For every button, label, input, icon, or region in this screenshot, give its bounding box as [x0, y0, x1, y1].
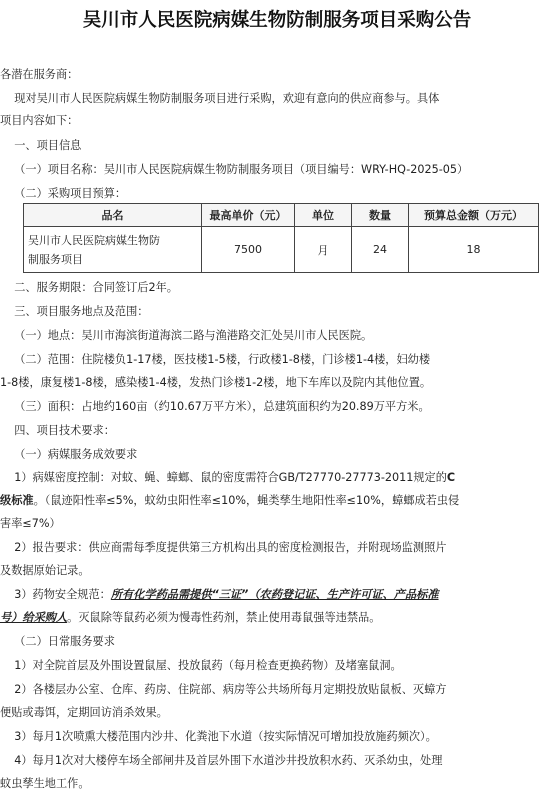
- daily-item-1: 1）对全院首层及外围设置鼠屋、投放鼠药（每月检查更换药物）及堵塞鼠洞。: [0, 659, 402, 672]
- cell-product-line-1: 吴川市人民医院病媒生物防: [28, 233, 160, 247]
- subsection-daily: （二）日常服务要求: [0, 635, 115, 648]
- location-line: （一）地点：吴川市海滨街道海滨二路与渔港路交汇处吴川市人民医院。: [0, 329, 373, 342]
- cell-product-line-2: 制服务项目: [28, 252, 83, 266]
- daily-item-2-line-1: 2）各楼层办公室、仓库、药房、住院部、病房等公共场所每月定期投放贴鼠板、灭蟑方: [0, 683, 447, 696]
- service-period: 二、服务期限：合同签订后2年。: [0, 281, 178, 294]
- section-heading-4: 四、项目技术要求：: [0, 424, 115, 437]
- req1-line-2: [0, 494, 554, 508]
- req3-label: 3）药物安全规范：: [0, 588, 111, 601]
- project-name-line: （一）项目名称：吴川市人民医院病媒生物防制服务项目（项目编号：WRY-HQ-2025-05）: [0, 163, 469, 176]
- cell-price: 7500: [202, 227, 295, 273]
- daily-item-4-line-1: 4）每月1次对大楼停车场全部闸井及首层外围下水道沙井投放积水药、灭杀幼虫，处理: [0, 754, 443, 767]
- cell-product: [24, 227, 202, 273]
- req3-certificates-tail: 号）给采购人: [0, 611, 68, 624]
- req2-line-1: 2）报告要求：供应商需每季度提供第三方机构出具的密度检测报告，并附现场监测照片: [0, 541, 447, 554]
- req1-metrics: 。（鼠迹阳性率≤5%，蚊幼虫阳性率≤10%，蝇类孳生地阳性率≤10%，蟑螂成若虫侵: [33, 494, 460, 507]
- section-heading-3: 三、项目服务地点及范围：: [0, 305, 149, 318]
- table-row: [24, 227, 539, 273]
- daily-item-4-line-2: 蚊虫孳生地工作。: [0, 777, 90, 790]
- intro-line-1: 现对吴川市人民医院病媒生物防制服务项目进行采购，欢迎有意向的供应商参与。具体: [0, 92, 440, 105]
- req3-line-1: [0, 588, 554, 602]
- req1-line-1: [0, 471, 554, 485]
- header-product: 品名: [24, 204, 202, 227]
- greeting: 各潜在服务商：: [0, 68, 79, 81]
- section-heading-1: 一、项目信息: [0, 139, 82, 152]
- area-line: （三）面积：占地约160亩（约10.67万平方米），总建筑面积约为20.89万平方米。: [0, 400, 430, 413]
- req1-grade-letter: C: [446, 471, 456, 484]
- budget-heading: （二）采购项目预算：: [0, 187, 127, 200]
- scope-line-1: （二）范围：住院楼负1-17楼，医技楼1-5楼，行政楼1-8楼，门诊楼1-4楼，妇幼楼: [0, 353, 431, 366]
- header-unit: 单位: [295, 204, 352, 227]
- header-quantity: 数量: [352, 204, 409, 227]
- req1-grade-label: 级标准: [0, 494, 34, 507]
- daily-item-3: 3）每月1次喷熏大楼范围内沙井、化粪池下水道（按实际情况可增加投放施药频次）。: [0, 730, 437, 743]
- cell-total: 18: [409, 227, 539, 273]
- req1-text: 1）病媒密度控制：对蚊、蝇、蟑螂、鼠的密度需符合GB/T27770-27773-2011规定的: [0, 471, 447, 484]
- page-title: 吴川市人民医院病媒生物防制服务项目采购公告: [82, 10, 472, 31]
- budget-table: [23, 203, 539, 273]
- req3-rest: 。灭鼠除等鼠药必须为慢毒性药剂，禁止使用毒鼠强等违禁品。: [67, 611, 381, 624]
- req3-certificates-text: 所有化学药品需提供“三证”（农药登记证、生产许可证、产品标准: [110, 588, 439, 601]
- table-header-row: [24, 204, 539, 227]
- scope-line-2: 1-8楼，康复楼1-8楼，感染楼1-4楼，发热门诊楼1-2楼，地下车库以及院内其他位置。: [0, 376, 432, 389]
- req2-line-2: 及数据原始记录。: [0, 564, 90, 577]
- intro-line-2: 项目内容如下：: [0, 114, 79, 127]
- header-unit-price: 最高单价（元）: [202, 204, 295, 227]
- req3-line-2: [0, 611, 554, 625]
- subsection-effect: （一）病媒服务成效要求: [0, 448, 138, 461]
- req1-line-3: 害率≤7%）: [0, 517, 61, 530]
- daily-item-2-line-2: 便贴或毒饵，定期回访消杀效果。: [0, 706, 168, 719]
- header-total-budget: 预算总金额（万元）: [409, 204, 539, 227]
- cell-quantity: 24: [352, 227, 409, 273]
- cell-unit: 月: [295, 227, 352, 273]
